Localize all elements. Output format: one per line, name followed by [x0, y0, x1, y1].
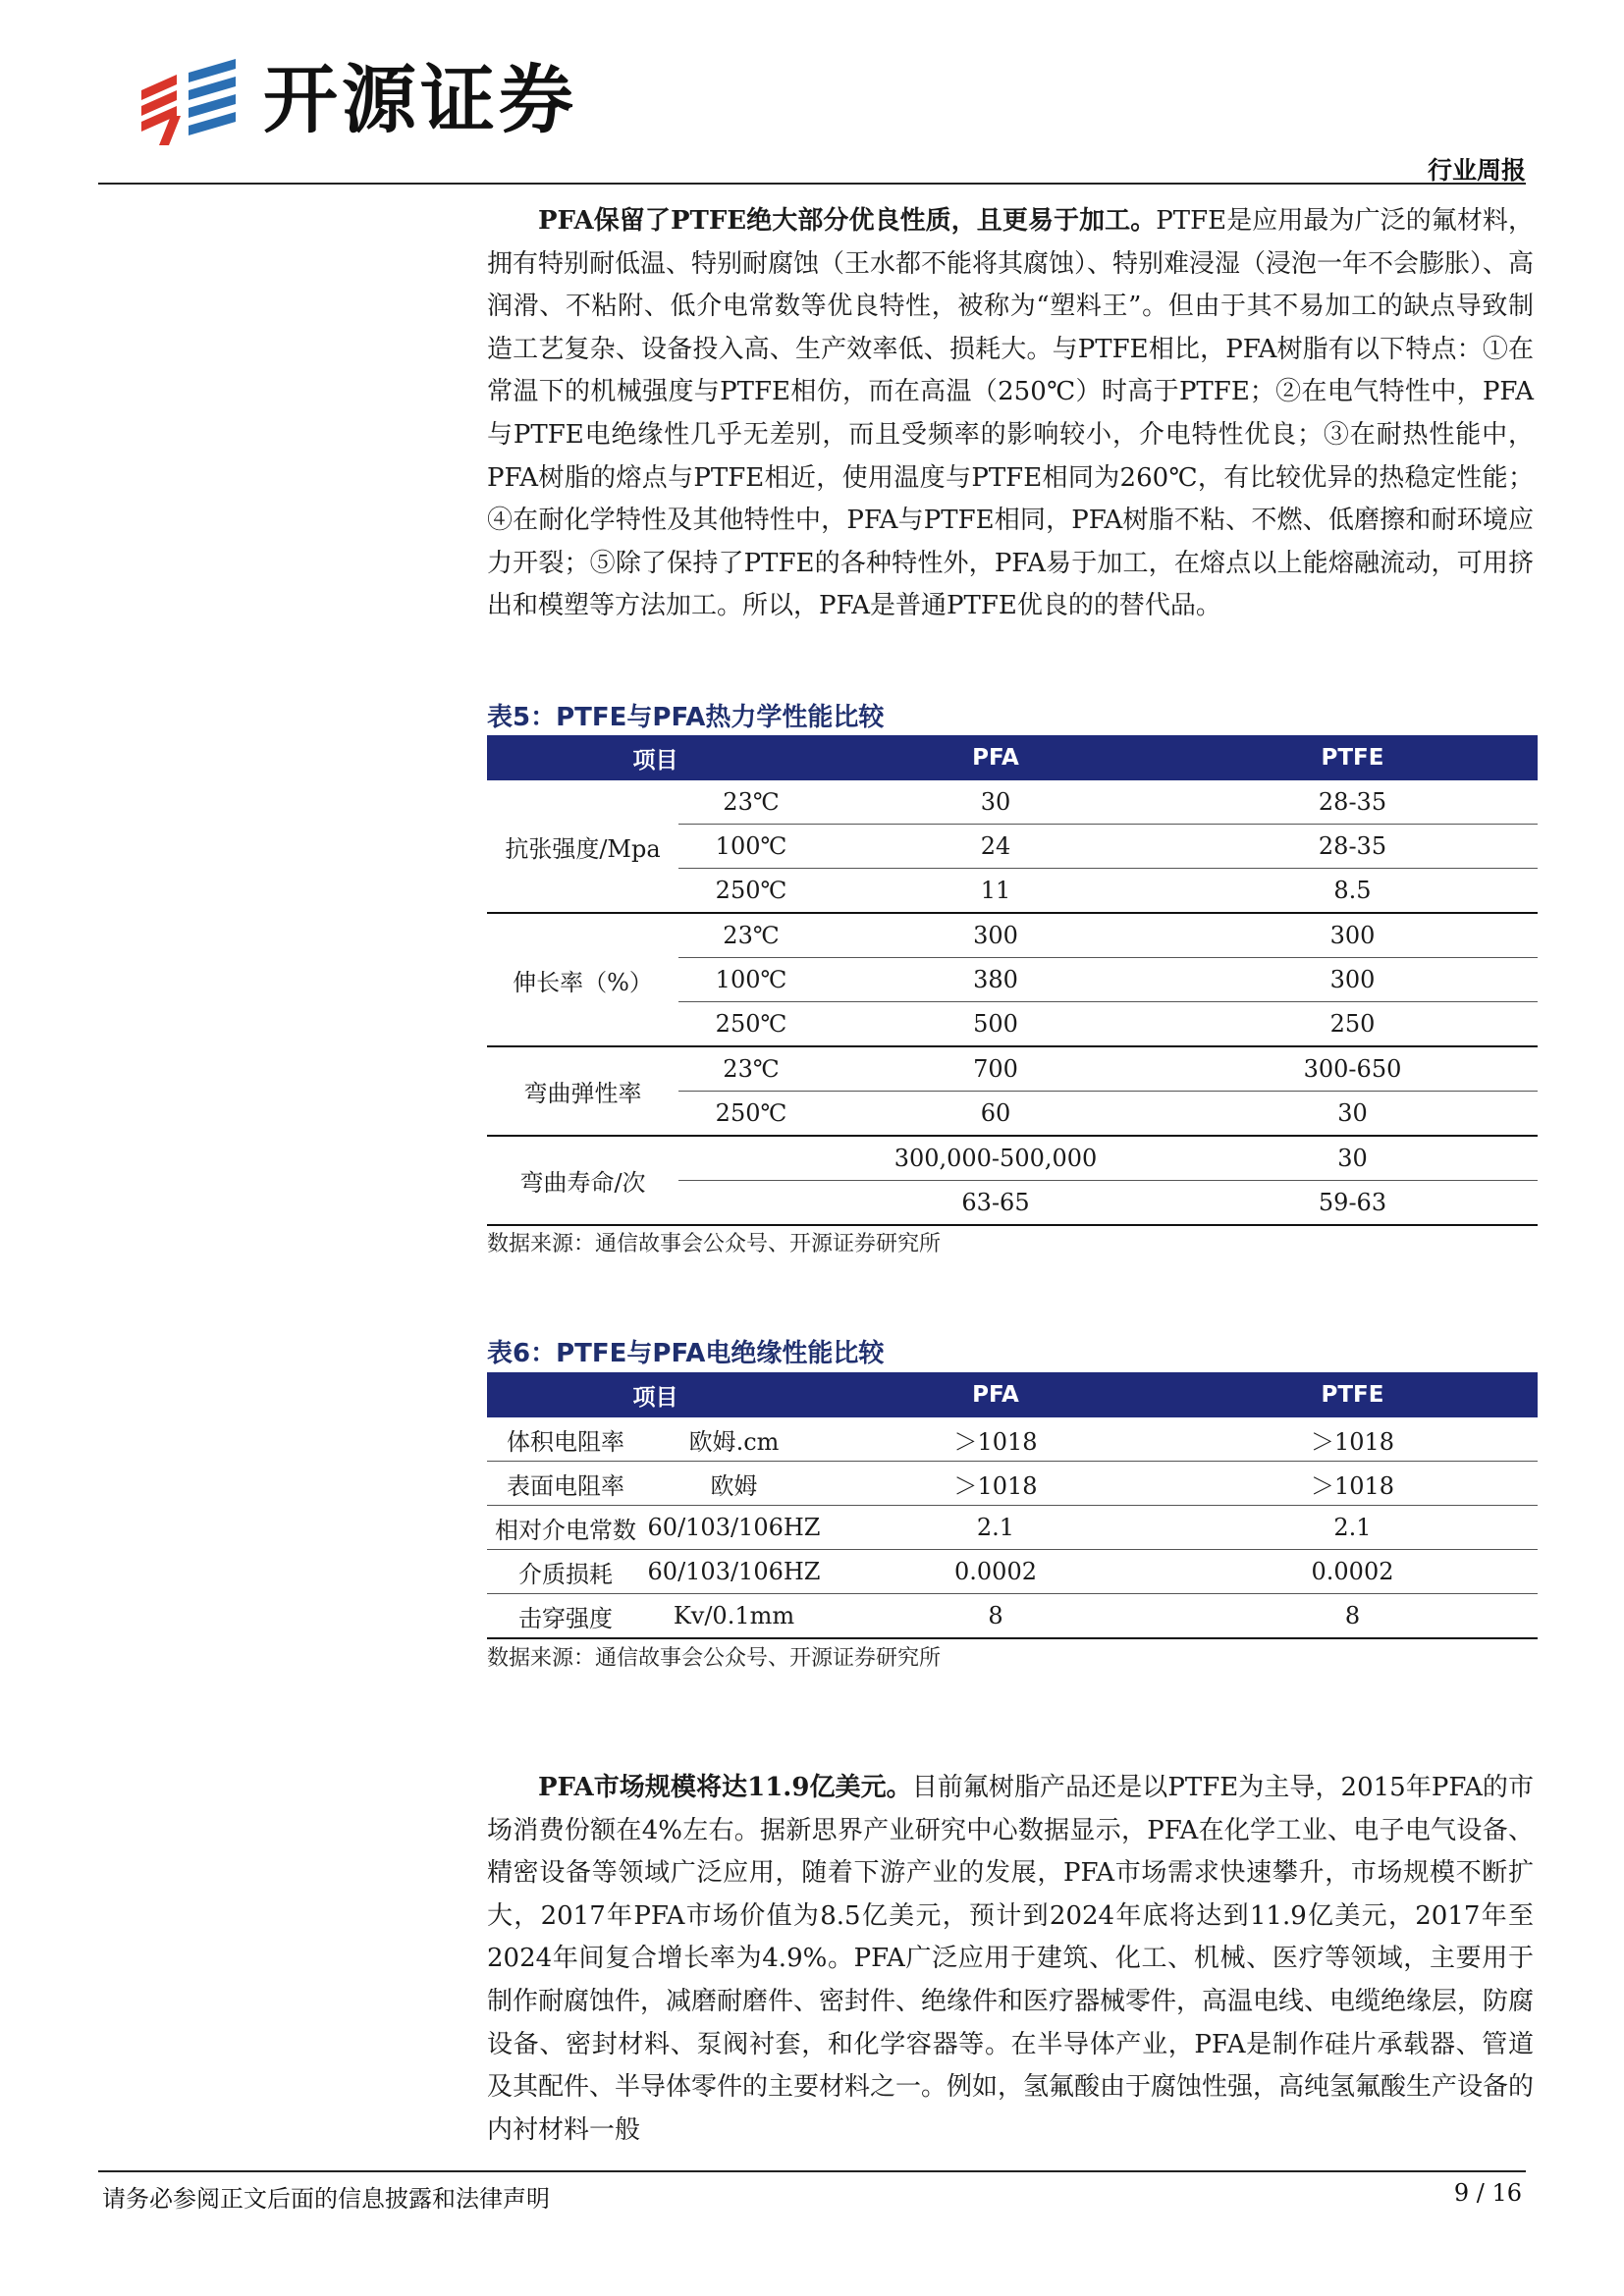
pfa-value: 30 — [824, 780, 1167, 825]
pfa-value: 300,000-500,000 — [824, 1136, 1167, 1181]
pfa-value: 380 — [824, 958, 1167, 1002]
table6-source: 数据来源：通信故事会公众号、开源证券研究所 — [487, 1646, 942, 1671]
paragraph-body: PTFE是应用最为广泛的氟材料，拥有特别耐低温、特别耐腐蚀（王水都不能将其腐蚀）、特别难浸湿（浸泡一年不会膨胀）、高润滑、不粘附、低介电常数等优良特性，被称为“塑料王”。但由于其不易加工的缺点导致制造工艺复杂、设备投入高、生产效率低、损耗大。与PTFE相比，PFA树脂有以下特点：①在常温下的机械强度与PTFE相仿，而在高温（250℃）时高于PTFE；②在电气特性中，PFA与PTFE电绝缘性几乎无差别，而且受频率的影响较小，介电特性优良；③在耐热性能中，PFA树脂的熔点与PTFE相近，使用温度与PTFE相同为260℃，有比较优异的热稳定性能；④在耐化学特性及其他特性中，PFA与PTFE相同，PFA树脂不粘、不燃、低磨擦和耐环境应力开裂；⑤除了保持了PTFE的各种特性外，PFA易于加工，在熔点以上能熔融流动，可用挤出和模塑等方法加工。所以，PFA是普通PTFE优良的的替代品。 — [487, 206, 1535, 621]
table5-source: 数据来源：通信故事会公众号、开源证券研究所 — [487, 1232, 942, 1256]
unit-cell: 60/103/106HZ — [644, 1550, 824, 1594]
condition-cell: 23℃ — [678, 1046, 824, 1092]
table-row — [487, 1462, 1538, 1506]
unit-cell: 60/103/106HZ — [644, 1506, 824, 1550]
table5-title: 表5：PTFE与PFA热力学性能比较 — [487, 703, 885, 732]
table-row — [487, 1136, 1538, 1181]
row-group-label: 伸长率（%） — [487, 913, 678, 1046]
column-header-ptfe: PTFE — [1167, 1372, 1538, 1417]
pfa-value: 8 — [824, 1594, 1167, 1639]
table6-electrical-insulation — [487, 1372, 1538, 1639]
header-divider — [98, 183, 1526, 185]
brand-name: 开源证券 — [263, 56, 577, 143]
item-cell: 表面电阻率 — [487, 1462, 644, 1506]
ptfe-value: 250 — [1167, 1002, 1538, 1047]
table5-thermal-mechanical — [487, 735, 1538, 1226]
ptfe-value: 300 — [1167, 958, 1538, 1002]
item-cell: 介质损耗 — [487, 1550, 644, 1594]
logo-mark-icon — [137, 51, 245, 149]
item-cell: 击穿强度 — [487, 1594, 644, 1639]
row-group-label: 弯曲弹性率 — [487, 1046, 678, 1136]
unit-cell: 欧姆.cm — [644, 1417, 824, 1462]
condition-cell: 23℃ — [678, 913, 824, 958]
legal-disclaimer: 请务必参阅正文后面的信息披露和法律声明 — [102, 2185, 550, 2213]
table-row — [487, 1550, 1538, 1594]
paragraph-pfa-market — [487, 1767, 1534, 2152]
pfa-value: 300 — [824, 913, 1167, 958]
pfa-value: 500 — [824, 1002, 1167, 1047]
column-header-ptfe: PTFE — [1167, 735, 1538, 780]
pfa-value: 60 — [824, 1092, 1167, 1137]
column-header-item: 项目 — [487, 735, 824, 780]
pfa-value: 2.1 — [824, 1506, 1167, 1550]
unit-cell: Kv/0.1mm — [644, 1594, 824, 1639]
paragraph-lead: PFA市场规模将达11.9亿美元。 — [538, 1773, 912, 1802]
ptfe-value: 2.1 — [1167, 1506, 1538, 1550]
condition-cell: 100℃ — [678, 825, 824, 869]
pfa-value: 0.0002 — [824, 1550, 1167, 1594]
pfa-value: 63-65 — [824, 1181, 1167, 1226]
condition-cell — [678, 1136, 824, 1181]
ptfe-value: 28-35 — [1167, 780, 1538, 825]
table-row — [487, 780, 1538, 825]
ptfe-value: 30 — [1167, 1136, 1538, 1181]
paragraph-body: 目前氟树脂产品还是以PTFE为主导，2015年PFA的市场消费份额在4%左右。据新思界产业研究中心数据显示，PFA在化学工业、电子电气设备、精密设备等领域广泛应用，随着下游产业的发展，PFA市场需求快速攀升，市场规模不断扩大，2017年PFA市场价值为8.5亿美元，预计到2024年底将达到11.9亿美元，2017年至2024年间复合增长率为4.9%。PFA广泛应用于建筑、化工、机械、医疗等领域，主要用于制作耐腐蚀件，减磨耐磨件、密封件、绝缘件和医疗器械零件，高温电线、电缆绝缘层，防腐设备、密封材料、泵阀衬套，和化学容器等。在半导体产业，PFA是制作硅片承载器、管道及其配件、半导体零件的主要材料之一。例如，氢氟酸由于腐蚀性强，高纯氢氟酸生产设备的内衬材料一般 — [487, 1773, 1535, 2145]
pfa-value: ＞1018 — [824, 1462, 1167, 1506]
table-row — [487, 1594, 1538, 1639]
page-number: 9 / 16 — [1453, 2179, 1522, 2207]
column-header-item: 项目 — [487, 1372, 824, 1417]
paragraph-lead: PFA保留了PTFE绝大部分优良性质，且更易于加工。 — [538, 206, 1157, 236]
ptfe-value: 300 — [1167, 913, 1538, 958]
condition-cell: 250℃ — [678, 1092, 824, 1137]
pfa-value: 700 — [824, 1046, 1167, 1092]
row-group-label: 抗张强度/Mpa — [487, 780, 678, 913]
item-cell: 体积电阻率 — [487, 1417, 644, 1462]
ptfe-value: 300-650 — [1167, 1046, 1538, 1092]
pfa-value: 24 — [824, 825, 1167, 869]
report-type: 行业周报 — [1427, 156, 1526, 185]
ptfe-value: 59-63 — [1167, 1181, 1538, 1226]
table-row — [487, 1046, 1538, 1092]
condition-cell: 250℃ — [678, 869, 824, 914]
paragraph-pfa-properties — [487, 200, 1534, 628]
ptfe-value: 30 — [1167, 1092, 1538, 1137]
column-header-pfa: PFA — [824, 735, 1167, 780]
row-group-label: 弯曲寿命/次 — [487, 1136, 678, 1225]
table6-title: 表6：PTFE与PFA电绝缘性能比较 — [487, 1339, 885, 1368]
condition-cell: 100℃ — [678, 958, 824, 1002]
table-row — [487, 1417, 1538, 1462]
pfa-value: ＞1018 — [824, 1417, 1167, 1462]
ptfe-value: 8.5 — [1167, 869, 1538, 914]
footer-divider — [98, 2170, 1526, 2172]
ptfe-value: ＞1018 — [1167, 1462, 1538, 1506]
ptfe-value: 0.0002 — [1167, 1550, 1538, 1594]
company-logo — [137, 51, 577, 149]
ptfe-value: 28-35 — [1167, 825, 1538, 869]
ptfe-value: 8 — [1167, 1594, 1538, 1639]
unit-cell: 欧姆 — [644, 1462, 824, 1506]
ptfe-value: ＞1018 — [1167, 1417, 1538, 1462]
table-row — [487, 1506, 1538, 1550]
pfa-value: 11 — [824, 869, 1167, 914]
condition-cell: 250℃ — [678, 1002, 824, 1047]
item-cell: 相对介电常数 — [487, 1506, 644, 1550]
table-row — [487, 913, 1538, 958]
condition-cell: 23℃ — [678, 780, 824, 825]
condition-cell — [678, 1181, 824, 1226]
column-header-pfa: PFA — [824, 1372, 1167, 1417]
